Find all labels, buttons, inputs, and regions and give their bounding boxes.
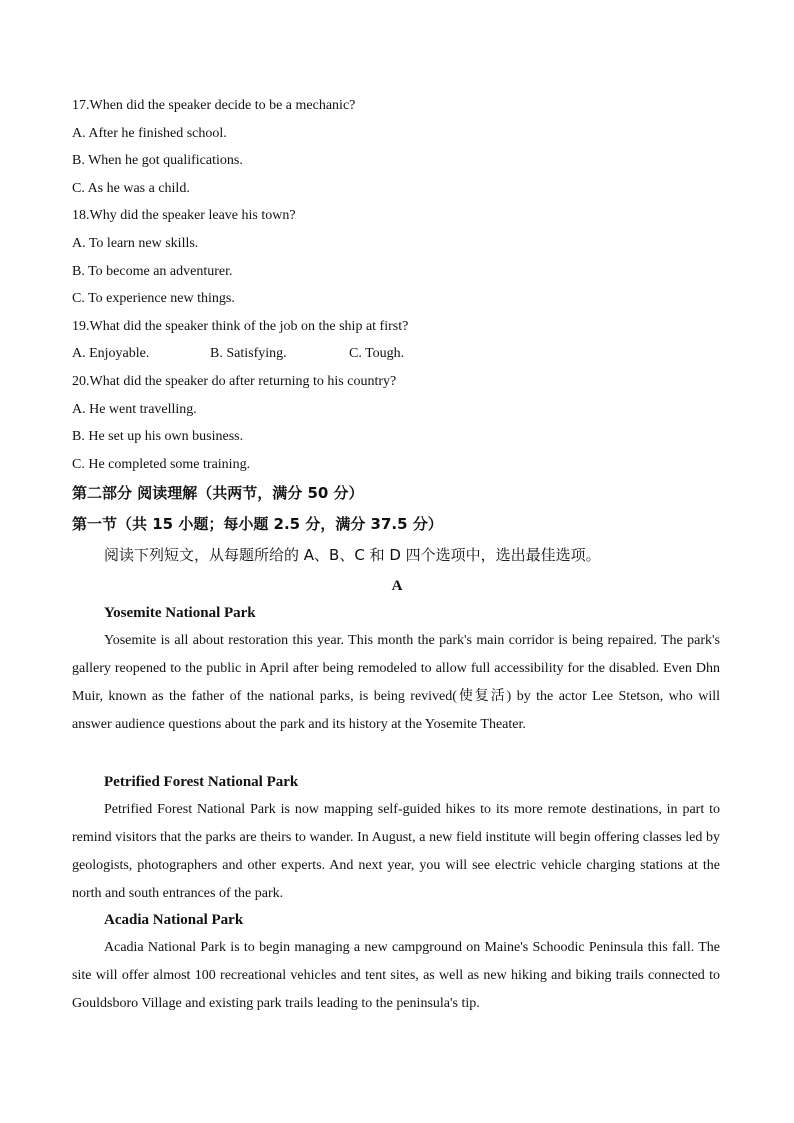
section-heading: 第一节（共 15 小题；每小题 2.5 分，满分 37.5 分） [72,515,443,533]
q20-option-c: C. He completed some training. [72,457,251,472]
q18-option-a: A. To learn new skills. [72,236,199,251]
q19-option-c: C. Tough. [349,346,405,361]
park-text-petrified: Petrified Forest National Park is now mapping self-guided hikes to its more remote destinations, in part to remind visitors that the parks are theirs to wander. In August, a new field institute will begin offering classes led by geologists, photographers and other experts. And next year, you will see electric vehicle charging stations at the north and south entrances of the park. [72,802,720,901]
park-text-acadia: Acadia National Park is to begin managing a new campground on Maine's Schoodic Peninsula this fall. The site will offer almost 100 recreational vehicles and tent sites, as well as new hiking and biking trails connected to Gouldsboro Village and existing park trails leading to the peninsula's tip. [72,940,720,1011]
q18-option-c: C. To experience new things. [72,291,235,306]
q17-option-b: B. When he got qualifications. [72,153,243,168]
park-text-yosemite: Yosemite is all about restoration this year. This month the park's main corridor is being repaired. The park's gallery reopened to the public in April after being remodeled to allow full accessibility for the disabled. Even Dhn Muir, known as the father of the national parks, is being revived(使复活) by the actor Lee Stetson, who will answer audience questions about the park and its history at the Yosemite Theater. [72,633,720,732]
q18-option-b: B. To become an adventurer. [72,264,233,279]
q19-option-b: B. Satisfying. [210,346,287,361]
question-19: 19.What did the speaker think of the job on the ship at first? [72,319,409,334]
part-heading: 第二部分 阅读理解（共两节，满分 50 分） [72,484,364,502]
park-title-acadia: Acadia National Park [104,912,244,928]
q19-option-a: A. Enjoyable. [72,346,150,361]
question-18: 18.Why did the speaker leave his town? [72,208,296,223]
q17-option-a: A. After he finished school. [72,126,227,141]
instruction: 阅读下列短文，从每题所给的 A、B、C 和 D 四个选项中，选出最佳选项。 [104,546,601,564]
q17-option-c: C. As he was a child. [72,181,190,196]
park-title-petrified: Petrified Forest National Park [104,774,299,790]
park-title-yosemite: Yosemite National Park [104,605,256,621]
q20-option-a: A. He went travelling. [72,402,197,417]
question-20: 20.What did the speaker do after returning to his country? [72,374,397,389]
q20-option-b: B. He set up his own business. [72,429,244,444]
passage-label: A [391,578,403,594]
question-17: 17.When did the speaker decide to be a mechanic? [72,98,356,113]
